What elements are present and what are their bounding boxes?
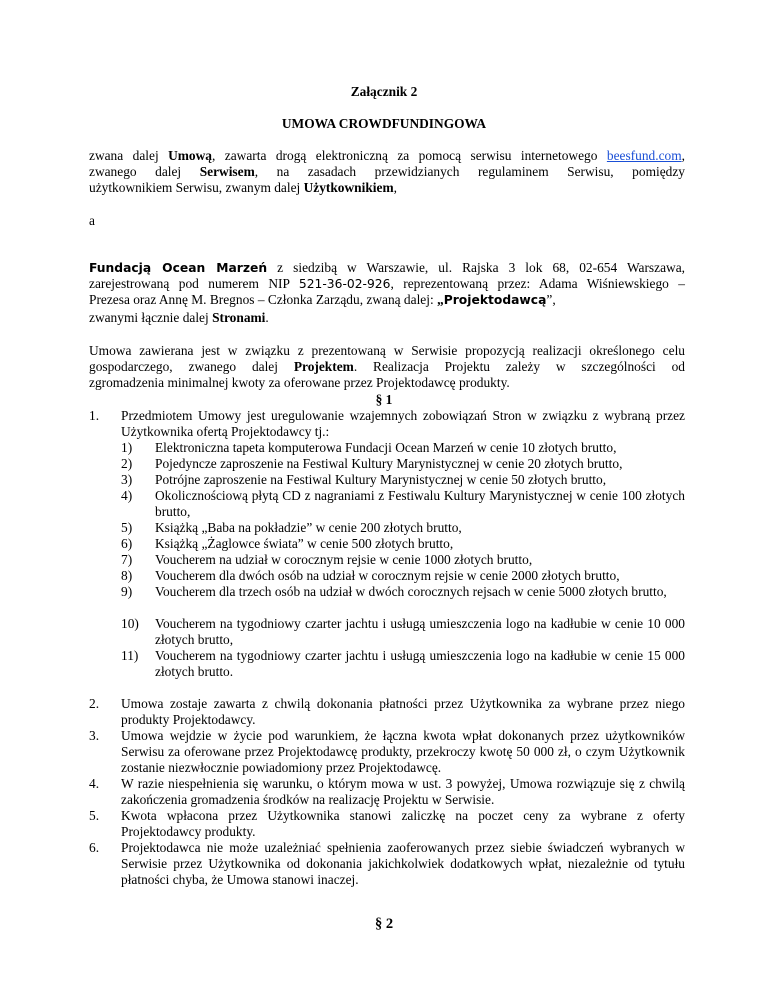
list-item-text: Potrójne zaproszenie na Festiwal Kultury Marynistycznej w cenie 50 złotych brutto, <box>155 472 607 487</box>
document-title: UMOWA CROWDFUNDINGOWA <box>281 116 487 131</box>
party-text: , reprezentowaną przez: Adama Wiśniewskiego – <box>390 276 685 291</box>
list-item-text: Książką „Żaglowce świata” w cenie 500 złotych brutto, <box>155 536 454 551</box>
party-text: Prezesa oraz Annę M. Bregnos – Członka Zarządu, zwaną dalej: <box>89 292 438 307</box>
intro-text: , <box>681 148 685 163</box>
paragraph-number: 3. <box>89 728 100 743</box>
paragraph-5: Kwota wpłacona przez Użytkownika stanowi zaliczkę na poczet ceny za wybrane z oferty Projektodawcy produkty. <box>121 808 685 839</box>
paragraph-6: Projektodawca nie może uzależniać spełnienia zaoferowanych przez siebie świadczeń wybranych w Serwisie przez Użytkownika od dokonania jakichkolwiek dodatkowych wpłat, niezależnie od tytułu płatności chyba, że Umowa stanowi inaczej. <box>121 840 685 887</box>
party-text: zarejestrowaną pod numerem NIP <box>89 276 299 291</box>
nip-number: 521-36-02-926 <box>298 277 391 291</box>
context-text: . Realizacja Projektu zależy w szczególności od <box>353 359 685 374</box>
intro-paragraph <box>89 148 685 196</box>
intro-text: użytkownikiem Serwisu, zwanym dalej <box>89 180 304 195</box>
paragraph-3: Umowa wejdzie w życie pod warunkiem, że łączna kwota wpłat dokonanych przez użytkowników Serwisu za oferowane przez Projektodawcę produkty, przekroczy kwotę 50 000 zł, o czym Użytkownik zostanie niezwłocznie powiadomiony przez Projektodawcę. <box>121 728 685 775</box>
term-umowa: Umową <box>168 148 212 163</box>
stronami-text: zwanymi łącznie dalej <box>89 310 213 325</box>
list-item-number: 4) <box>121 488 133 503</box>
context-text: gospodarczego, zwanego dalej <box>89 359 294 374</box>
stronami-text: . <box>265 310 269 325</box>
paragraph-number: 2. <box>89 696 100 711</box>
context-text: Umowa zawierana jest w związku z prezentowaną w Serwisie propozycją realizacji określonego celu <box>89 343 685 358</box>
list-item-text: Książką „Baba na pokładzie” w cenie 200 złotych brutto, <box>155 520 462 535</box>
party-text: z siedzibą w Warszawie, ul. Rajska 3 lok 68, 02-654 Warszawa, <box>267 260 685 275</box>
paragraph-1: Przedmiotem Umowy jest uregulowanie wzajemnych zobowiązań Stron w związku z wybraną przez Użytkownika ofertą Projektodawcy tj.: <box>121 408 685 439</box>
list-item-number: 1) <box>121 440 133 455</box>
term-strony: Stronami <box>212 310 266 325</box>
intro-text: zwana dalej <box>89 148 169 163</box>
list-item-text: Okolicznościową płytą CD z nagraniami z Festiwalu Kultury Marynistycznej w cenie 100 złotych brutto, <box>155 488 685 519</box>
intro-text: , na zasadach przewidzianych regulaminem Serwisu, pomiędzy <box>254 164 685 179</box>
list-item-text: Voucherem na udział w corocznym rejsie w cenie 1000 złotych brutto, <box>155 552 533 567</box>
paragraph-2: Umowa zostaje zawarta z chwilą dokonania płatności przez Użytkownika za wybrane przez niego produkty Projektodawcy. <box>121 696 685 727</box>
list-item-number: 2) <box>121 456 133 471</box>
list-item-number: 6) <box>121 536 133 551</box>
context-paragraph <box>89 343 685 391</box>
list-item-number: 11) <box>121 648 139 663</box>
section-2-heading: § 2 <box>374 916 394 932</box>
section-1-heading: § 1 <box>375 392 393 407</box>
list-item-number: 8) <box>121 568 133 583</box>
conjunction: a <box>89 213 95 228</box>
list-item-text: Voucherem dla trzech osób na udział w dwóch corocznych rejsach w cenie 5000 złotych brutto, <box>155 584 667 599</box>
list-item-number: 7) <box>121 552 133 567</box>
paragraph-4: W razie niespełnienia się warunku, o którym mowa w ust. 3 powyżej, Umowa rozwiązuje się z chwilą zakończenia gromadzenia środków na realizację Projektu w Serwisie. <box>121 776 685 807</box>
intro-text: , zawarta drogą elektroniczną za pomocą serwisu internetowego <box>212 148 607 163</box>
party-paragraph <box>89 260 685 308</box>
attachment-title: Załącznik 2 <box>350 84 418 99</box>
stronami-paragraph <box>89 310 685 326</box>
beesfund-link[interactable]: beesfund.com <box>606 148 682 163</box>
list-item-text: Voucherem na tygodniowy czarter jachtu i usługą umieszczenia logo na kadłubie w cenie 15 000 złotych brutto. <box>155 648 685 679</box>
party-name: Fundacją Ocean Marzeń <box>89 261 268 275</box>
paragraph-number: 4. <box>89 776 100 791</box>
list-item-text: Voucherem dla dwóch osób na udział w corocznym rejsie w cenie 2000 złotych brutto, <box>155 568 620 583</box>
term-serwis: Serwisem <box>199 164 255 179</box>
list-item-text: Pojedyncze zaproszenie na Festiwal Kultury Marynistycznej w cenie 20 złotych brutto, <box>155 456 623 471</box>
list-item-number: 3) <box>121 472 133 487</box>
term-projekt: Projektem <box>293 359 354 374</box>
quote-open: „ <box>437 292 444 307</box>
context-text: zgromadzenia minimalnej kwoty za oferowane przez Projektodawcę produkty. <box>89 375 510 390</box>
intro-text: zwanego dalej <box>89 164 200 179</box>
list-item-number: 10) <box>121 616 139 631</box>
quote-close: ”, <box>546 292 556 307</box>
paragraph-number: 6. <box>89 840 100 855</box>
paragraph-number: 5. <box>89 808 100 823</box>
term-uzytkownik: Użytkownikiem <box>303 180 394 195</box>
list-item-text: Elektroniczna tapeta komputerowa Fundacji Ocean Marzeń w cenie 10 złotych brutto, <box>155 440 617 455</box>
list-item-number: 9) <box>121 584 133 599</box>
paragraph-number: 1. <box>89 408 100 423</box>
intro-text: , <box>393 180 397 195</box>
term-projektodawca: Projektodawcą <box>443 293 547 307</box>
list-item-text: Voucherem na tygodniowy czarter jachtu i usługą umieszczenia logo na kadłubie w cenie 10 000 złotych brutto, <box>155 616 685 647</box>
list-item-number: 5) <box>121 520 133 535</box>
